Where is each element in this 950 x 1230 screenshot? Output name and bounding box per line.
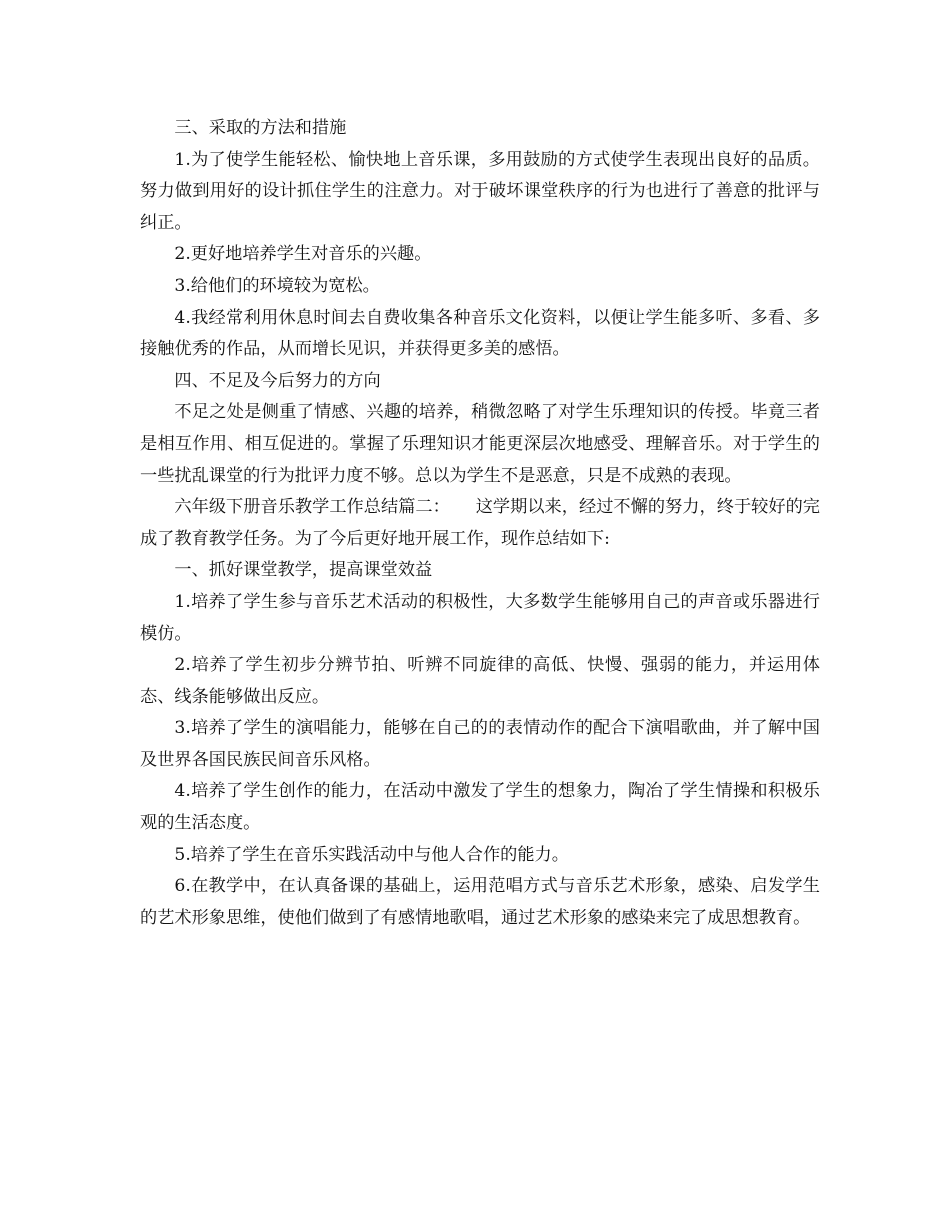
paragraph-item-1: 1.培养了学生参与音乐艺术活动的积极性，大多数学生能够用自己的声音或乐器进行模仿。 [140,591,820,644]
section-heading-shortcomings: 四、不足及今后努力的方向 [174,370,381,391]
section-heading-methods: 三、采取的方法和措施 [174,118,347,138]
paragraph-method-1: 1.为了使学生能轻松、愉快地上音乐课，多用鼓励的方式使学生表现出良好的品质。努力做到用好的设计抓住学生的注意力。对于破坏课堂秩序的行为也进行了善意的批评与纠正。 [140,149,820,233]
paragraph-item-4: 4.培养了学生创作的能力，在活动中激发了学生的想象力，陶冶了学生情操和积极乐观的生活态度。 [140,781,820,834]
paragraph-method-3: 3.给他们的环境较为宽松。 [174,275,380,296]
paragraph-item-5: 5.培养了学生在音乐实践活动中与他人合作的能力。 [174,844,569,865]
document-body [140,113,820,934]
section-heading-classroom: 一、抓好课堂教学，提高课堂效益 [174,560,433,581]
paragraph-summary-part-two: 六年级下册音乐教学工作总结篇二： 这学期以来，经过不懈的努力，终于较好的完成了教育教学任务。为了今后更好地开展工作，现作总结如下: [140,497,820,549]
paragraph-item-2: 2.培养了学生初步分辨节拍、听辨不同旋律的高低、快慢、强弱的能力，并运用体态、线条能够做出反应。 [140,655,820,707]
paragraph-shortcomings: 不足之处是侧重了情感、兴趣的培养，稍微忽略了对学生乐理知识的传授。毕竟三者是相互作用、相互促进的。掌握了乐理知识才能更深层次地感受、理解音乐。对于学生的一些扰乱课堂的行为批评力度不够。总以为学生不是恶意，只是不成熟的表现。 [140,402,820,486]
paragraph-method-4: 4.我经常利用休息时间去自费收集各种音乐文化资料，以便让学生能多听、多看、多接触优秀的作品，从而增长见识，并获得更多美的感悟。 [140,307,820,360]
paragraph-method-2: 2.更好地培养学生对音乐的兴趣。 [174,244,432,265]
paragraph-item-6: 6.在教学中，在认真备课的基础上，运用范唱方式与音乐艺术形象，感染、启发学生的艺术形象思维，使他们做到了有感情地歌唱，通过艺术形象的感染来完了成思想教育。 [140,876,820,928]
paragraph-item-3: 3.培养了学生的演唱能力，能够在自己的的表情动作的配合下演唱歌曲，并了解中国及世界各国民族民间音乐风格。 [140,718,820,770]
